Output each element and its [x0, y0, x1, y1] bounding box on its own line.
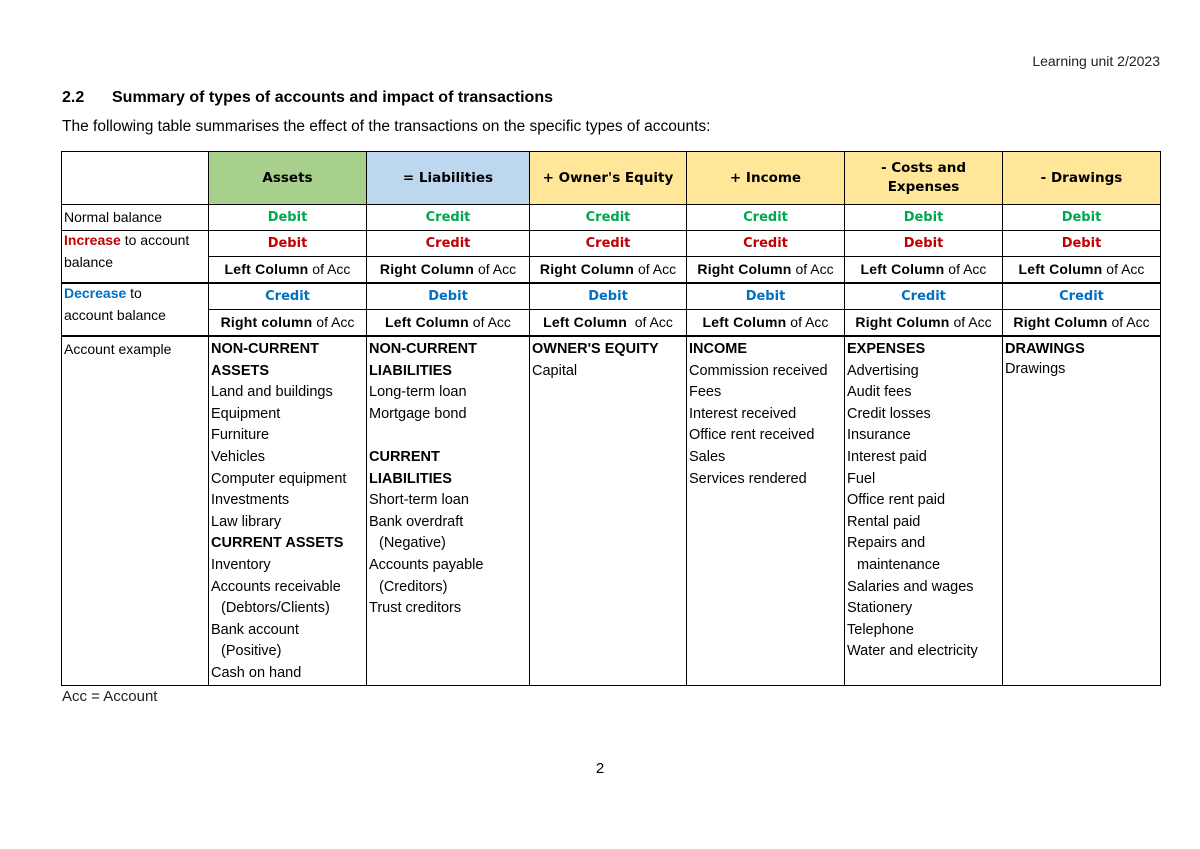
- normal-balance-label: Normal balance: [62, 205, 209, 231]
- increase-label-rest1: to account: [120, 232, 190, 248]
- normal-balance-assets: Debit: [209, 205, 367, 231]
- normal-balance-drawings: Debit: [1003, 205, 1161, 231]
- decrease-label-rest1: to: [126, 285, 142, 301]
- learning-unit-label: Learning unit 2/2023: [1032, 53, 1160, 69]
- examples-assets: NON-CURRENT ASSETS Land and buildings Equipment Furniture Vehicles Computer equipment Investments Law library CURRENT ASSETS Inventory Accounts receivable (Debtors/Clients) Bank account (Positive) Cash on hand: [209, 336, 367, 685]
- decrease-drawings: Credit: [1003, 283, 1161, 310]
- decrease-income: Debit: [687, 283, 845, 310]
- decrease-col-income: Left Column of Acc: [687, 310, 845, 337]
- accounts-summary-table: [61, 151, 1161, 686]
- increase-col-drawings: Left Column of Acc: [1003, 257, 1161, 284]
- increase-equity: Credit: [530, 231, 687, 257]
- increase-col-liabilities: Right Column of Acc: [367, 257, 530, 284]
- decrease-equity: Debit: [530, 283, 687, 310]
- header-costs-expenses: - Costs and Expenses: [845, 152, 1003, 205]
- section-heading: [62, 89, 553, 107]
- footnote: Acc = Account: [62, 688, 158, 705]
- increase-label-bold: Increase: [64, 232, 121, 248]
- increase-col-assets: Left Column of Acc: [209, 257, 367, 284]
- increase-column-row: [62, 257, 1161, 284]
- examples-income: INCOME Commission received Fees Interest received Office rent received Sales Services rendered: [687, 336, 845, 685]
- normal-balance-income: Credit: [687, 205, 845, 231]
- page-number: 2: [595, 760, 605, 777]
- examples-expenses: EXPENSES Advertising Audit fees Credit losses Insurance Interest paid Fuel Office rent paid Rental paid Repairs and maintenance Salaries and wages Stationery Telephone Water and electricity: [845, 336, 1003, 685]
- increase-drawings: Debit: [1003, 231, 1161, 257]
- decrease-col-assets: Right column of Acc: [209, 310, 367, 337]
- decrease-row: [62, 283, 1161, 310]
- account-example-label: Account example: [62, 336, 209, 685]
- examples-liabilities: NON-CURRENT LIABILITIES Long-term loan Mortgage bond CURRENT LIABILITIES Short-term loan Bank overdraft (Negative) Accounts payable (Creditors) Trust creditors: [367, 336, 530, 685]
- increase-label-rest2: balance: [64, 254, 114, 270]
- increase-expenses: Debit: [845, 231, 1003, 257]
- decrease-col-equity: Left Column of Acc: [530, 310, 687, 337]
- header-liabilities: = Liabilities: [367, 152, 530, 205]
- increase-col-expenses: Left Column of Acc: [845, 257, 1003, 284]
- examples-drawings: DRAWINGS Drawings: [1003, 336, 1161, 685]
- examples-equity: OWNER'S EQUITY Capital: [530, 336, 687, 685]
- header-owners-equity: + Owner's Equity: [530, 152, 687, 205]
- header-drawings: - Drawings: [1003, 152, 1161, 205]
- decrease-col-drawings: Right Column of Acc: [1003, 310, 1161, 337]
- decrease-col-expenses: Right Column of Acc: [845, 310, 1003, 337]
- section-title: Summary of types of accounts and impact of transactions: [112, 89, 553, 106]
- increase-col-income: Right Column of Acc: [687, 257, 845, 284]
- decrease-label-rest2: account balance: [64, 307, 166, 323]
- normal-balance-expenses: Debit: [845, 205, 1003, 231]
- decrease-liabilities: Debit: [367, 283, 530, 310]
- decrease-expenses: Credit: [845, 283, 1003, 310]
- normal-balance-row: [62, 205, 1161, 231]
- account-example-row: [62, 336, 1161, 685]
- decrease-label: [62, 283, 209, 336]
- decrease-col-liabilities: Left Column of Acc: [367, 310, 530, 337]
- header-row: [62, 152, 1161, 205]
- decrease-label-bold: Decrease: [64, 285, 127, 301]
- header-income: + Income: [687, 152, 845, 205]
- increase-income: Credit: [687, 231, 845, 257]
- decrease-column-row: [62, 310, 1161, 337]
- increase-assets: Debit: [209, 231, 367, 257]
- normal-balance-liabilities: Credit: [367, 205, 530, 231]
- increase-row: [62, 231, 1161, 257]
- section-number: 2.2: [62, 89, 85, 106]
- header-empty-cell: [62, 152, 209, 205]
- header-assets: Assets: [209, 152, 367, 205]
- normal-balance-equity: Credit: [530, 205, 687, 231]
- increase-liabilities: Credit: [367, 231, 530, 257]
- increase-label: [62, 231, 209, 284]
- intro-text: The following table summarises the effect of the transactions on the specific types of accounts:: [62, 118, 711, 135]
- decrease-assets: Credit: [209, 283, 367, 310]
- increase-col-equity: Right Column of Acc: [530, 257, 687, 284]
